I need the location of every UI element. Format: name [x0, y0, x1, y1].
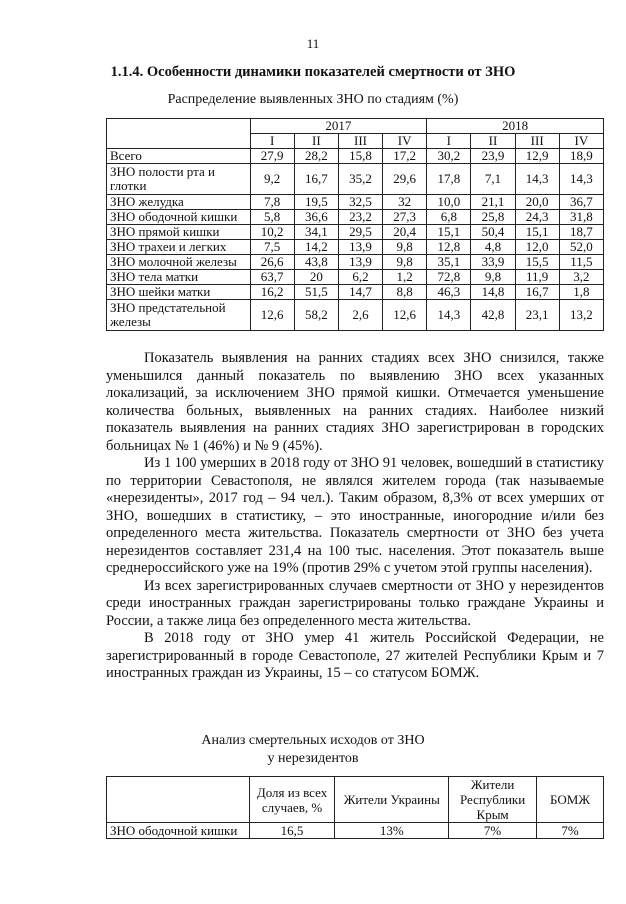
table-cell: 36,7 — [559, 195, 603, 210]
table-cell: 36,6 — [294, 210, 338, 225]
year-2017-header: 2017 — [250, 119, 427, 134]
table-cell: 20,0 — [515, 195, 559, 210]
table-row — [107, 300, 604, 331]
table-cell: 72,8 — [427, 270, 471, 285]
body-text — [106, 350, 604, 683]
table-row — [107, 149, 604, 164]
table-cell: 14,3 — [515, 164, 559, 195]
table-cell: 43,8 — [294, 255, 338, 270]
table-cell: 14,3 — [559, 164, 603, 195]
table-cell: 16,7 — [294, 164, 338, 195]
table-cell: 21,1 — [471, 195, 515, 210]
analysis-caption-line: Анализ смертельных исходов от ЗНО — [201, 733, 425, 748]
table-cell: 7,1 — [471, 164, 515, 195]
table-cell: 6,2 — [338, 270, 382, 285]
stage-header: I — [427, 134, 471, 149]
table-cell: 35,1 — [427, 255, 471, 270]
table-cell: 10,2 — [250, 225, 294, 240]
table-cell: 7% — [537, 823, 604, 839]
row-label: ЗНО ободочной кишки — [107, 210, 251, 225]
table-cell: 11,9 — [515, 270, 559, 285]
table-cell: 17,8 — [427, 164, 471, 195]
table-cell: 29,6 — [383, 164, 427, 195]
table-cell: 5,8 — [250, 210, 294, 225]
table-cell: 12,6 — [383, 300, 427, 331]
paragraph: Из всех зарегистрированных случаев смертности от ЗНО у нерезидентов среди иностранных граждан зарегистрированы только граждане Украины и России, а также лица без определенного места жительства. — [106, 577, 604, 629]
table-row — [107, 195, 604, 210]
row-label: ЗНО тела матки — [107, 270, 251, 285]
table-cell: 42,8 — [471, 300, 515, 331]
row-label: Всего — [107, 149, 251, 164]
table-cell: 24,3 — [515, 210, 559, 225]
table-row — [107, 210, 604, 225]
row-label: ЗНО прямой кишки — [107, 225, 251, 240]
stage-header: II — [294, 134, 338, 149]
table-cell: 7,5 — [250, 240, 294, 255]
row-label: ЗНО желудка — [107, 195, 251, 210]
stage-header: IV — [559, 134, 603, 149]
table-cell: 51,5 — [294, 285, 338, 300]
stage-table-caption: Распределение выявленных ЗНО по стадиям (%) — [167, 92, 459, 107]
page-number: 11 — [306, 36, 320, 51]
table-cell: 11,5 — [559, 255, 603, 270]
table-cell: 18,9 — [559, 149, 603, 164]
table-cell: 23,9 — [471, 149, 515, 164]
analysis-caption-line: у нерезидентов — [267, 751, 359, 766]
table-cell: 32 — [383, 195, 427, 210]
table-row — [107, 240, 604, 255]
table-row — [107, 225, 604, 240]
table-cell: 30,2 — [427, 149, 471, 164]
table-cell: 63,7 — [250, 270, 294, 285]
table-cell: 13,9 — [338, 255, 382, 270]
row-label: ЗНО трахеи и легких — [107, 240, 251, 255]
table-cell: 29,5 — [338, 225, 382, 240]
table-cell: 14,3 — [427, 300, 471, 331]
table-cell: 23,1 — [515, 300, 559, 331]
analysis-header-cell: Доля из всех случаев, % — [249, 777, 335, 823]
table-row — [107, 164, 604, 195]
analysis-header-row — [107, 777, 604, 823]
section-title: 1.1.4. Особенности динамики показателей смертности от ЗНО — [110, 64, 516, 80]
table-cell: 13,9 — [338, 240, 382, 255]
paragraph: Показатель выявления на ранних стадиях всех ЗНО снизился, также уменьшился данный показатель по выявлению ЗНО всех указанных локализаций, за исключением ЗНО прямой кишки. Отмечается уменьшение количества больных, выявленных на ранних стадиях. Наиболее низкий показатель выявления на ранних стадиях ЗНО зарегистрирован в городских больницах № 1 (46%) и № 9 (45%). — [106, 350, 604, 454]
table-cell: 9,2 — [250, 164, 294, 195]
nonresident-deaths-table — [106, 776, 604, 839]
stage-header: III — [338, 134, 382, 149]
table-cell: 12,0 — [515, 240, 559, 255]
year-2018-header: 2018 — [427, 119, 604, 134]
row-label: ЗНО полости рта и глотки — [107, 164, 251, 195]
table-cell: 14,2 — [294, 240, 338, 255]
stage-header: III — [515, 134, 559, 149]
table-cell: 8,8 — [383, 285, 427, 300]
table-cell: 35,2 — [338, 164, 382, 195]
row-label: ЗНО молочной железы — [107, 255, 251, 270]
table-cell: 9,8 — [471, 270, 515, 285]
analysis-header-cell — [107, 777, 250, 823]
table-cell: 20,4 — [383, 225, 427, 240]
table-cell: 32,5 — [338, 195, 382, 210]
table-cell: 15,8 — [338, 149, 382, 164]
table-cell: 50,4 — [471, 225, 515, 240]
table-cell: 33,9 — [471, 255, 515, 270]
corner-cell — [107, 119, 251, 149]
table-cell: 7% — [449, 823, 537, 839]
stage-distribution-table — [106, 118, 604, 331]
table-cell: 27,9 — [250, 149, 294, 164]
table-cell: 14,8 — [471, 285, 515, 300]
table-cell: 1,8 — [559, 285, 603, 300]
table-row — [107, 285, 604, 300]
table-cell: 46,3 — [427, 285, 471, 300]
table-cell: 3,2 — [559, 270, 603, 285]
table-cell: 20 — [294, 270, 338, 285]
table-cell: 27,3 — [383, 210, 427, 225]
analysis-header-cell: Жители Украины — [335, 777, 449, 823]
table-cell: 2,6 — [338, 300, 382, 331]
table-cell: 7,8 — [250, 195, 294, 210]
table-cell: 25,8 — [471, 210, 515, 225]
stage-header: II — [471, 134, 515, 149]
table-cell: 12,9 — [515, 149, 559, 164]
table-cell: 1,2 — [383, 270, 427, 285]
table-cell: 16,7 — [515, 285, 559, 300]
table-row — [107, 270, 604, 285]
table-cell: 12,8 — [427, 240, 471, 255]
table-cell: 23,2 — [338, 210, 382, 225]
table-cell: 15,1 — [515, 225, 559, 240]
table-cell: 9,8 — [383, 240, 427, 255]
stage-header: IV — [383, 134, 427, 149]
paragraph: Из 1 100 умерших в 2018 году от ЗНО 91 человек, вошедший в статистику по территории Севастополя, не являлся жителем города (так называемые «нерезиденты», 2017 год – 94 чел.). Таким образом, 8,3% от всех умерших от ЗНО, вошедших в статистику, – это иностранные, иногородние и/или без определенного места жительства. Показатель смертности от ЗНО без учета нерезидентов составляет 231,4 на 100 тыс. населения. Этот показатель выше среднероссийского уже на 19% (против 29% с учетом этой группы населения). — [106, 455, 604, 576]
table-cell: 13,2 — [559, 300, 603, 331]
table-cell: 26,6 — [250, 255, 294, 270]
analysis-table-caption — [0, 732, 626, 768]
table-cell: 15,1 — [427, 225, 471, 240]
stage-header: I — [250, 134, 294, 149]
row-label: ЗНО предстательной железы — [107, 300, 251, 331]
table-cell: 12,6 — [250, 300, 294, 331]
table-cell: 28,2 — [294, 149, 338, 164]
table-cell: 9,8 — [383, 255, 427, 270]
analysis-header-cell: БОМЖ — [537, 777, 604, 823]
table-cell: 14,7 — [338, 285, 382, 300]
table-cell: 17,2 — [383, 149, 427, 164]
year-header-row — [107, 119, 604, 134]
table-cell: 58,2 — [294, 300, 338, 331]
table-cell: 34,1 — [294, 225, 338, 240]
table-cell: 10,0 — [427, 195, 471, 210]
table-row — [107, 823, 604, 839]
table-cell: 13% — [335, 823, 449, 839]
table-cell: 6,8 — [427, 210, 471, 225]
table-cell: 4,8 — [471, 240, 515, 255]
row-label: ЗНО шейки матки — [107, 285, 251, 300]
row-label: ЗНО ободочной кишки — [107, 823, 250, 839]
table-cell: 16,5 — [249, 823, 335, 839]
table-row — [107, 255, 604, 270]
table-cell: 18,7 — [559, 225, 603, 240]
analysis-header-cell: Жители Республики Крым — [449, 777, 537, 823]
table-cell: 52,0 — [559, 240, 603, 255]
table-cell: 31,8 — [559, 210, 603, 225]
paragraph: В 2018 году от ЗНО умер 41 житель Российской Федерации, не зарегистрированный в городе Севастополе, 27 жителей Республики Крым и 7 иностранных граждан из Украины, 15 – со статусом БОМЖ. — [106, 630, 604, 681]
table-cell: 19,5 — [294, 195, 338, 210]
table-cell: 16,2 — [250, 285, 294, 300]
table-cell: 15,5 — [515, 255, 559, 270]
